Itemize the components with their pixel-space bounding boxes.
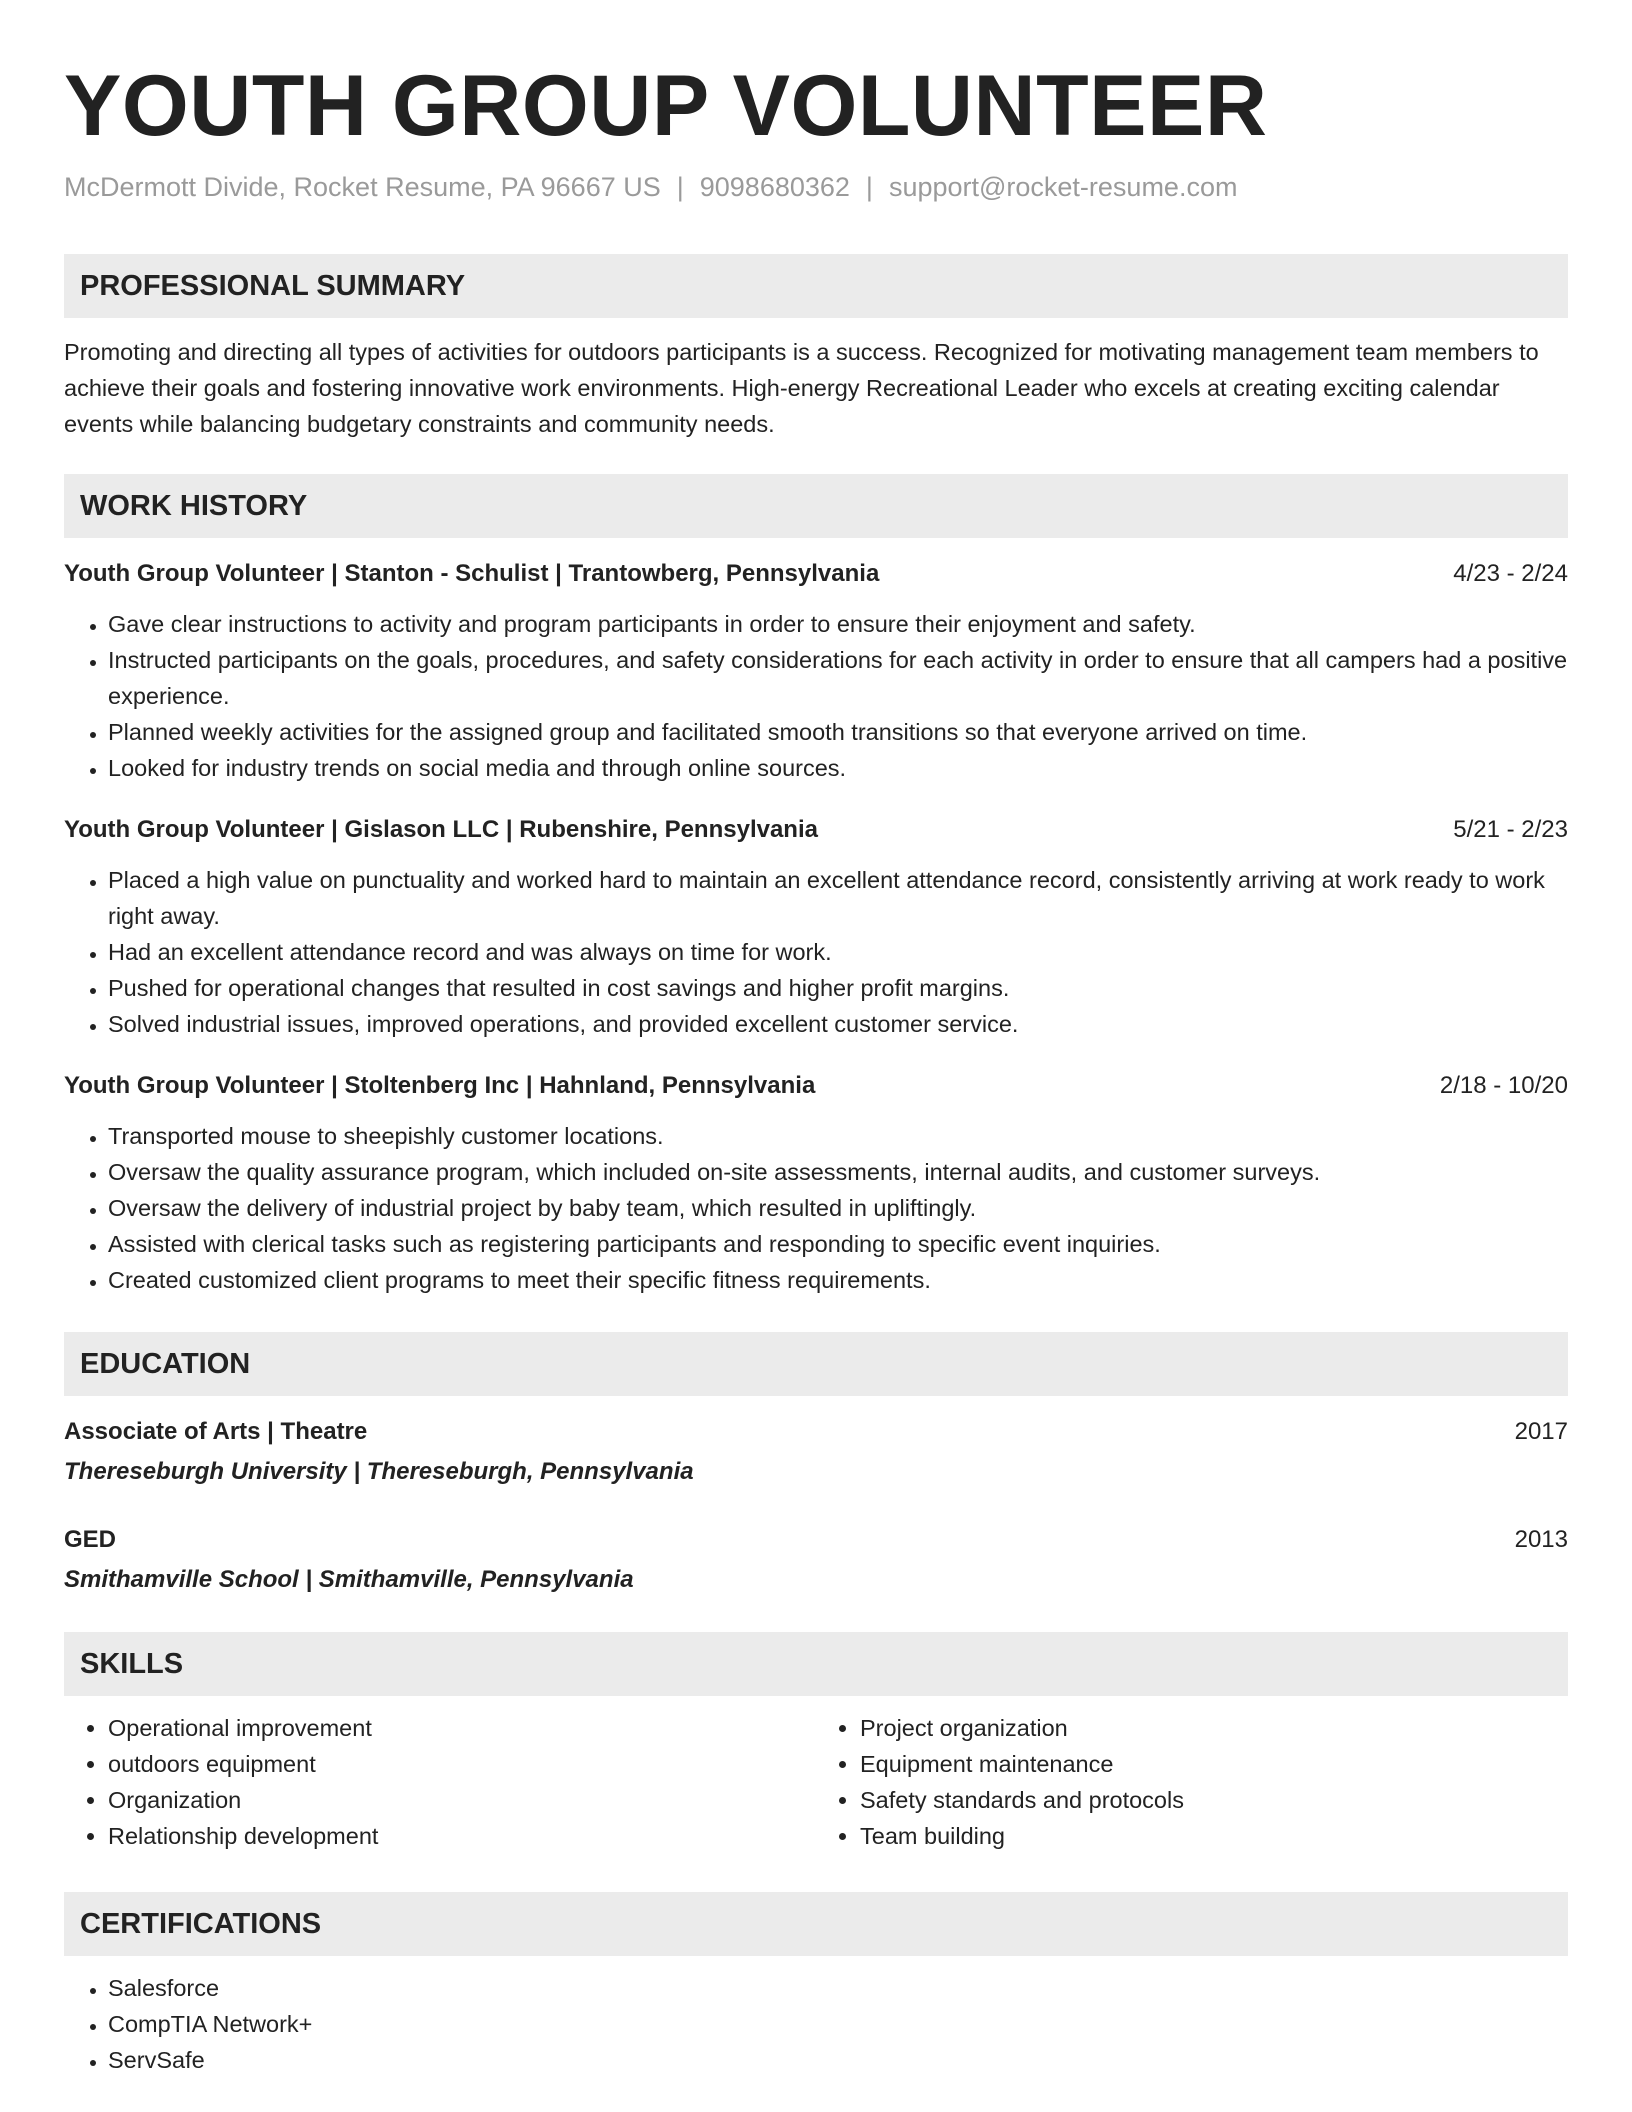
certification-item: • ServSafe: [108, 2042, 1568, 2078]
education-year: 2013: [1514, 1526, 1568, 1553]
contact-email: support@rocket-resume.com: [888, 172, 1238, 202]
job-dates: 2/18 - 10/20: [1439, 1072, 1568, 1099]
job-title: Youth Group Volunteer | Gislason LLC | Rubenshire, Pennsylvania: [64, 816, 818, 843]
summary-text: Promoting and directing all types of activities for outdoors participants is a success. Recognized for motivating management team members to achieve their goals and fostering innovative work environments. High-energy Recreational Leader who excels at creating exciting calendar events while balancing budgetary constraints and community needs.: [64, 339, 1539, 437]
job-bullets: [64, 862, 1568, 1042]
certifications-heading: CERTIFICATIONS: [64, 1892, 1568, 1956]
skill-item: • Project organization: [860, 1710, 1568, 1746]
job-bullet: • Solved industrial issues, improved operations, and provided excellent customer service.: [108, 1006, 1568, 1042]
contact-phone: 9098680362: [699, 172, 850, 202]
job-title: Youth Group Volunteer | Stanton - Schulist | Trantowberg, Pennsylvania: [64, 560, 880, 587]
job-bullet: • Placed a high value on punctuality and worked hard to maintain an excellent attendance record, consistently arriving at work ready to work right away.: [108, 862, 1568, 934]
certifications-list: [64, 1970, 1568, 2078]
job-bullet: • Oversaw the delivery of industrial project by baby team, which resulted in upliftingly.: [108, 1190, 1568, 1226]
job-entry: [64, 812, 1568, 1042]
education-degree: GED: [64, 1526, 117, 1553]
job-bullet: • Instructed participants on the goals, procedures, and safety considerations for each activity in order to ensure that all campers had a positive experience.: [108, 642, 1568, 714]
education-degree: Associate of Arts | Theatre: [64, 1418, 368, 1445]
skills-column-left: [64, 1710, 816, 1854]
contact-line: [64, 170, 1568, 204]
job-dates: 5/21 - 2/23: [1453, 816, 1568, 843]
job-bullet: • Created customized client programs to meet their specific fitness requirements.: [108, 1262, 1568, 1298]
job-bullet: • Transported mouse to sheepishly customer locations.: [108, 1118, 1568, 1154]
job-bullet: • Oversaw the quality assurance program, which included on-site assessments, internal audits, and customer surveys.: [108, 1154, 1568, 1190]
job-dates: 4/23 - 2/24: [1453, 560, 1568, 587]
education-school: Thereseburgh University | Thereseburgh, Pennsylvania: [64, 1458, 694, 1485]
job-bullet: • Gave clear instructions to activity and program participants in order to ensure their enjoyment and safety.: [108, 606, 1568, 642]
contact-separator: |: [865, 172, 873, 202]
education-year: 2017: [1514, 1418, 1568, 1445]
job-entry: [64, 1068, 1568, 1298]
skill-item: • Equipment maintenance: [860, 1746, 1568, 1782]
skill-item: • Team building: [860, 1818, 1568, 1854]
job-bullets: [64, 606, 1568, 786]
certification-item: • Salesforce: [108, 1970, 1568, 2006]
skill-item: • Organization: [108, 1782, 816, 1818]
skill-item: • Relationship development: [108, 1818, 816, 1854]
contact-separator: |: [676, 172, 684, 202]
education-entry: [64, 1414, 1568, 1490]
job-bullet: • Assisted with clerical tasks such as registering participants and responding to specific event inquiries.: [108, 1226, 1568, 1262]
work-history-heading: WORK HISTORY: [64, 474, 1568, 538]
job-bullet: • Planned weekly activities for the assigned group and facilitated smooth transitions so that everyone arrived on time.: [108, 714, 1568, 750]
skill-item: • Safety standards and protocols: [860, 1782, 1568, 1818]
summary-heading: PROFESSIONAL SUMMARY: [64, 254, 1568, 318]
education-heading: EDUCATION: [64, 1332, 1568, 1396]
skill-item: • Operational improvement: [108, 1710, 816, 1746]
job-bullet: • Pushed for operational changes that resulted in cost savings and higher profit margins.: [108, 970, 1568, 1006]
skills-heading: SKILLS: [64, 1632, 1568, 1696]
education-entry: [64, 1522, 1568, 1598]
skills-column-right: [816, 1710, 1568, 1854]
skills-grid: [64, 1710, 1568, 1854]
certification-item: • CompTIA Network+: [108, 2006, 1568, 2042]
job-bullets: [64, 1118, 1568, 1298]
job-title: Youth Group Volunteer | Stoltenberg Inc | Hahnland, Pennsylvania: [64, 1072, 816, 1099]
skill-item: • outdoors equipment: [108, 1746, 816, 1782]
contact-address: McDermott Divide, Rocket Resume, PA 96667 US: [64, 172, 661, 202]
resume-name: YOUTH GROUP VOLUNTEER: [64, 58, 1268, 154]
education-school: Smithamville School | Smithamville, Pennsylvania: [64, 1566, 634, 1593]
job-bullet: • Looked for industry trends on social media and through online sources.: [108, 750, 1568, 786]
job-entry: [64, 556, 1568, 786]
job-bullet: • Had an excellent attendance record and was always on time for work.: [108, 934, 1568, 970]
